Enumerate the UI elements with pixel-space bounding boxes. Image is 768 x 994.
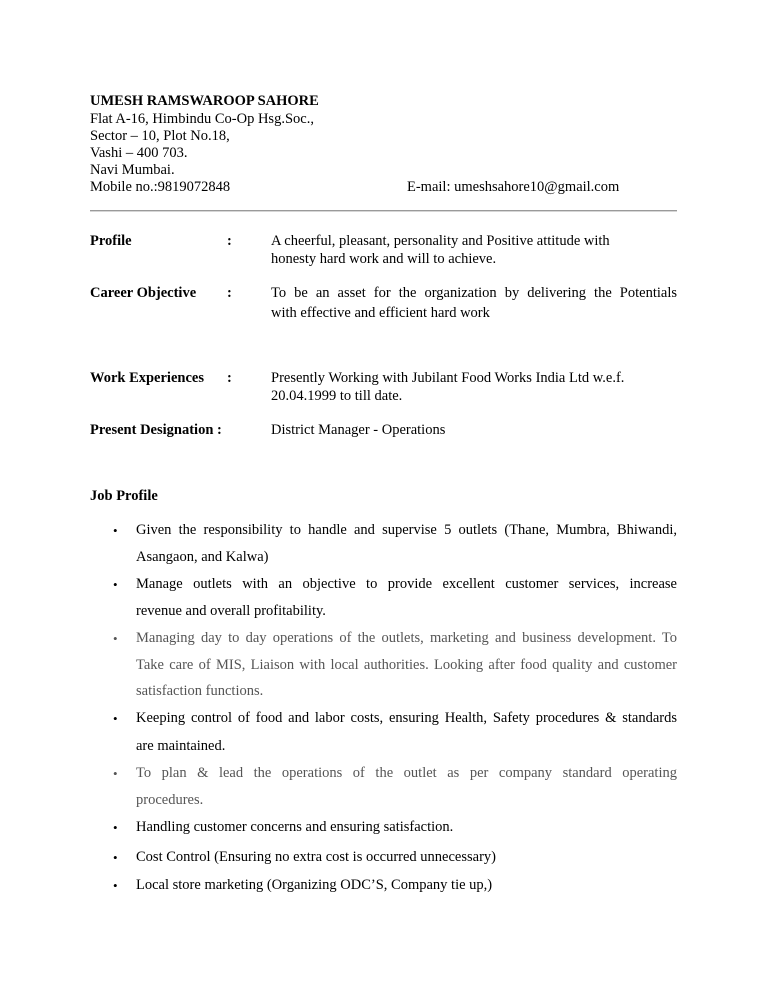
list-item-continued [136,739,677,754]
bullet-icon: • [113,711,118,726]
work-experience-label: Work Experiences [90,370,204,386]
list-item-line: Asangaon, and Kalwa) [136,549,269,565]
career-objective-line-2: with effective and efficient hard work [271,305,490,321]
list-item-line: procedures. [136,792,204,808]
list-item-line: Cost Control (Ensuring no extra cost is occurred unnecessary) [136,849,496,865]
address-line-4: Navi Mumbai. [90,162,175,178]
list-item [136,711,677,726]
list-item-continued [136,684,677,699]
list-item [136,631,677,646]
list-item [136,850,677,865]
list-item [136,523,677,538]
list-item [136,878,677,893]
list-item-line: Take care of MIS, Liaison with local authorities. Looking after food quality and customer [136,657,677,673]
list-item-continued [136,793,677,808]
list-item [136,766,677,781]
present-designation-label: Present Designation : [90,422,222,438]
list-item-continued [136,550,677,565]
list-item-line: revenue and overall profitability. [136,603,326,619]
job-profile-heading: Job Profile [90,488,158,504]
list-item [136,820,677,835]
bullet-icon: • [113,820,118,835]
bullet-icon: • [113,523,118,538]
list-item-line: Manage outlets with an objective to provide excellent customer services, increase [136,576,677,592]
bullet-icon: • [113,631,118,646]
profile-text-line-1: A cheerful, pleasant, personality and Positive attitude with [271,233,610,249]
work-experience-colon: : [227,370,232,386]
address-line-1: Flat A-16, Himbindu Co-Op Hsg.Soc., [90,111,314,127]
list-item-line: are maintained. [136,738,226,754]
list-item-line: Local store marketing (Organizing ODC’S, Company tie up,) [136,877,493,893]
list-item-line: To plan & lead the operations of the outlet as per company standard operating [136,765,677,781]
header-divider [90,210,677,212]
list-item-line: satisfaction functions. [136,683,264,699]
profile-text-line-2: honesty hard work and will to achieve. [271,251,497,267]
list-item [136,577,677,592]
work-experience-line-1: Presently Working with Jubilant Food Works India Ltd w.e.f. [271,370,625,386]
career-objective-colon: : [227,285,232,301]
mobile-number: Mobile no.:9819072848 [90,179,231,195]
list-item-continued [136,658,677,673]
profile-colon: : [227,233,232,249]
present-designation-value: District Manager - Operations [271,422,446,438]
bullet-icon: • [113,878,118,893]
career-objective-line-1: To be an asset for the organization by delivering the Potentials [271,285,677,301]
list-item-line: Keeping control of food and labor costs, ensuring Health, Safety procedures & standards [136,710,677,726]
bullet-icon: • [113,577,118,592]
email-address: E-mail: umeshsahore10@gmail.com [407,179,620,195]
list-item-line: Given the responsibility to handle and supervise 5 outlets (Thane, Mumbra, Bhiwandi, [136,522,677,538]
address-line-3: Vashi – 400 703. [90,145,188,161]
work-experience-line-2: 20.04.1999 to till date. [271,388,403,404]
address-line-2: Sector – 10, Plot No.18, [90,128,230,144]
list-item-line: Managing day to day operations of the outlets, marketing and business development. To [136,630,677,646]
bullet-icon: • [113,850,118,865]
bullet-icon: • [113,766,118,781]
list-item-continued [136,604,677,619]
list-item-line: Handling customer concerns and ensuring satisfaction. [136,819,454,835]
career-objective-label: Career Objective [90,285,197,301]
candidate-name: UMESH RAMSWAROOP SAHORE [90,93,319,109]
profile-label: Profile [90,233,132,249]
